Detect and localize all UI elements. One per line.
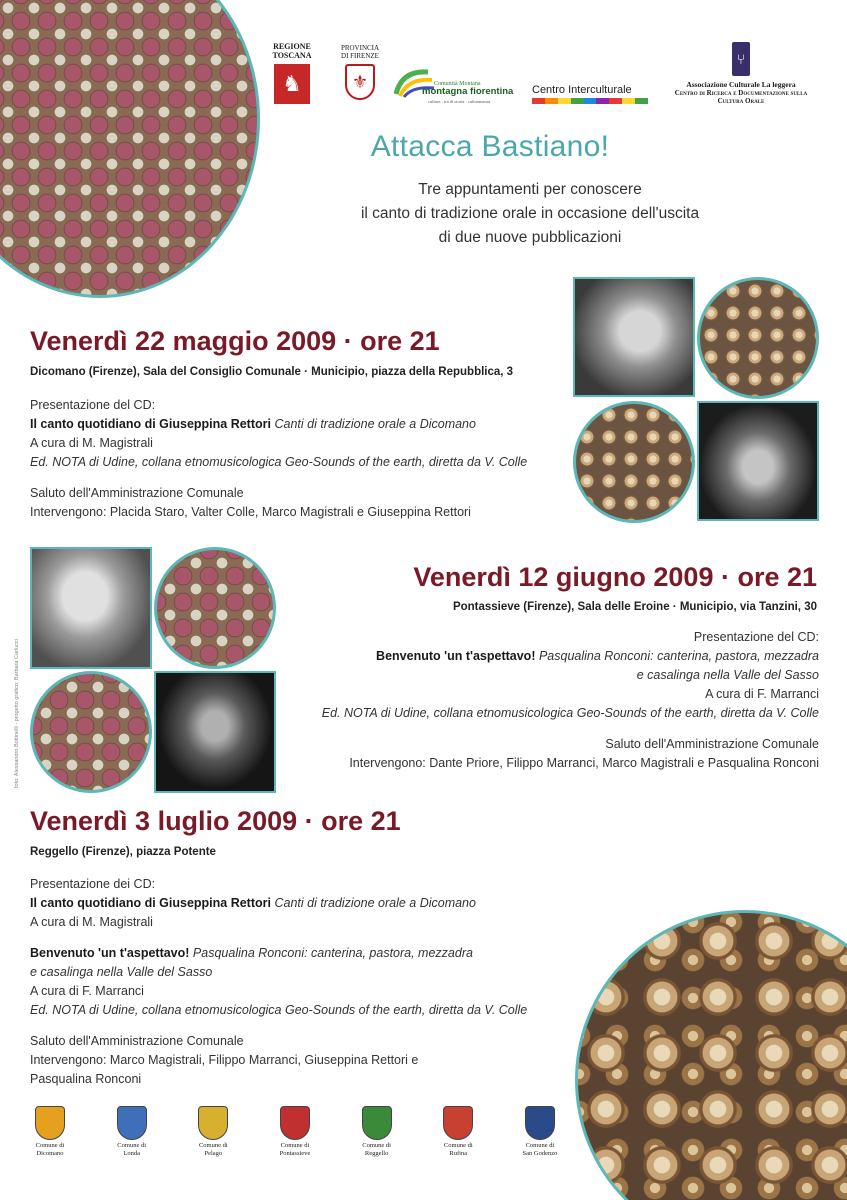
event2-heading: Venerdì 12 giugno 2009 · ore 21 <box>413 562 817 592</box>
cd2-title: Benvenuto 'un t'aspettavo! <box>30 946 190 960</box>
event2-details <box>322 628 819 773</box>
wood-photo-circle <box>573 401 695 523</box>
crest-icon <box>525 1106 555 1140</box>
cd2-subtitle-text: e casalinga nella Valle del Sasso <box>30 965 213 979</box>
comune-label: Comune di <box>198 1142 228 1149</box>
cd-line <box>30 415 527 434</box>
publisher <box>30 1001 527 1020</box>
event2-venue: Pontassieve (Firenze), Sala delle Eroine · Municipio, via Tanzini, 30 <box>452 601 817 613</box>
publisher-text: Ed. NOTA di Udine, collana etnomusicologica Geo-Sounds of the earth, diretta da V. Colle <box>30 1003 528 1017</box>
cd2-curator: A cura di F. Marranci <box>30 984 144 998</box>
comune-name: Reggello <box>364 1149 389 1157</box>
wood-photo-circle-large <box>575 910 847 1200</box>
hand-photo <box>697 401 819 521</box>
cd-subtitle: Pasqualina Ronconi: canterina, pastora, mezzadra <box>538 649 819 663</box>
comune-name: Rufina <box>449 1149 468 1157</box>
comune-label: Comune di <box>280 1142 310 1149</box>
cd1-title: Il canto quotidiano di Giuseppina Rettori <box>30 896 271 910</box>
subtitle-line: Tre appuntamenti per conoscere <box>418 181 642 198</box>
logo-text: Centro Interculturale <box>532 84 632 96</box>
giglio-shield-icon: ⚜ <box>345 64 375 100</box>
page-title: Attacca Bastiano! <box>370 130 610 163</box>
logo-text: montagna fiorentina <box>422 86 514 97</box>
photo-credit: foto: Alessandro Bottinelli - progetto grafico: Barbara Carlucci <box>14 639 20 788</box>
provincia-firenze-logo <box>334 44 386 100</box>
cd1-line <box>30 894 527 913</box>
smiling-woman-photo <box>30 547 152 669</box>
comunita-montana-logo <box>392 60 516 106</box>
event3-heading: Venerdì 3 luglio 2009 · ore 21 <box>30 806 401 836</box>
presentation-label: Presentazione dei CD: <box>30 877 156 891</box>
subtitle-line: il canto di tradizione orale in occasione dell'uscita <box>360 205 700 222</box>
publisher-text: Ed. NOTA di Udine, collana etnomusicologica Geo-Sounds of the earth, diretta da V. Colle <box>30 455 528 469</box>
comune-rufina <box>428 1106 488 1157</box>
figs-photo-circle <box>154 547 276 669</box>
publisher <box>30 453 527 472</box>
fork-knife-icon: ⑂ <box>732 42 750 76</box>
comune-name: San Godenzo <box>522 1149 558 1157</box>
speakers: Intervengono: Placida Staro, Valter Colle, Marco Magistrali e Giuseppina Rettori <box>30 505 471 519</box>
wood-photo-circle <box>697 277 819 399</box>
comune-name: Pelago <box>204 1149 223 1157</box>
event3-venue: Reggello (Firenze), piazza Potente <box>30 846 216 858</box>
curator: A cura di M. Magistrali <box>30 436 153 450</box>
associazione-leggera-logo <box>656 42 826 112</box>
logo-text: Comunità Montana <box>434 81 481 87</box>
subtitle-line: di due nuove pubblicazioni <box>438 229 622 246</box>
elderly-woman-photo <box>573 277 695 397</box>
comune-name: Londa <box>123 1149 140 1157</box>
crest-icon <box>198 1106 228 1140</box>
comune-label: Comune di <box>117 1142 147 1149</box>
greeting: Saluto dell'Amministrazione Comunale <box>605 737 819 751</box>
comune-pelago <box>183 1106 243 1157</box>
speakers-cont: Pasqualina Ronconi <box>30 1072 142 1086</box>
comune-label: Comune di <box>362 1142 391 1149</box>
event1-details <box>30 396 527 522</box>
cd1-curator: A cura di M. Magistrali <box>30 915 153 929</box>
cd-title: Il canto quotidiano di Giuseppina Rettori <box>30 417 271 431</box>
publisher-text: Ed. NOTA di Udine, collana etnomusicologica Geo-Sounds of the earth, diretta da V. Colle <box>321 706 819 720</box>
logo-text: PROVINCIA <box>340 44 380 52</box>
event1-heading: Venerdì 22 maggio 2009 · ore 21 <box>30 326 440 356</box>
cd-subtitle-2 <box>322 666 819 685</box>
comune-label: Comune di <box>443 1142 473 1149</box>
cd2-line <box>30 944 527 963</box>
crest-icon <box>362 1106 392 1140</box>
cd-subtitle: Canti di tradizione orale a Dicomano <box>274 417 476 431</box>
speakers: Intervengono: Marco Magistrali, Filippo Marranci, Giuseppina Rettori e <box>30 1053 419 1067</box>
crest-icon <box>117 1106 147 1140</box>
presentation-label: Presentazione del CD: <box>30 398 156 412</box>
crest-icon <box>443 1106 473 1140</box>
crest-icon <box>280 1106 310 1140</box>
subtitle <box>280 178 780 250</box>
cd2-subtitle: Pasqualina Ronconi: canterina, pastora, mezzadra <box>192 946 473 960</box>
fist-photo <box>154 671 276 793</box>
cd1-subtitle: Canti di tradizione orale a Dicomano <box>274 896 476 910</box>
comune-san-godenzo <box>510 1106 570 1157</box>
centro-interculturale-logo <box>532 84 648 108</box>
logo-text: cultura . tra di storia . culturanaura <box>428 99 491 104</box>
color-bar-icon <box>532 98 648 104</box>
figs-photo-circle <box>0 0 260 298</box>
comuni-row <box>20 1106 570 1157</box>
event3-details <box>30 875 527 1089</box>
presentation-label: Presentazione del CD: <box>693 630 819 644</box>
cd2-subtitle-2 <box>30 963 527 982</box>
publisher <box>322 704 819 723</box>
logo-text: REGIONE <box>273 42 311 51</box>
comune-reggello <box>347 1106 407 1157</box>
comune-name: Pontassieve <box>279 1149 311 1157</box>
logo-text: TOSCANA <box>272 51 312 60</box>
logo-text: DI FIRENZE <box>341 52 379 60</box>
comune-pontassieve <box>265 1106 325 1157</box>
regione-toscana-logo <box>270 42 314 104</box>
comune-label: Comune di <box>35 1142 65 1149</box>
greeting: Saluto dell'Amministrazione Comunale <box>30 486 244 500</box>
logo-text: Associazione Culturale La leggera <box>686 80 796 89</box>
cd-title: Benvenuto 'un t'aspettavo! <box>376 649 536 663</box>
curator: A cura di F. Marranci <box>705 687 819 701</box>
comune-name: Dicomano <box>36 1149 64 1157</box>
comune-londa <box>102 1106 162 1157</box>
logo-text: Centro di Ricerca e Documentazione sulla <box>674 89 808 97</box>
pegasus-icon: ♞ <box>274 64 310 104</box>
comune-dicomano <box>20 1106 80 1157</box>
crest-icon <box>35 1106 65 1140</box>
speakers: Intervengono: Dante Priore, Filippo Marranci, Marco Magistrali e Pasqualina Ronconi <box>349 756 819 770</box>
comune-label: Comune di <box>525 1142 555 1149</box>
greeting: Saluto dell'Amministrazione Comunale <box>30 1034 244 1048</box>
event1-venue: Dicomano (Firenze), Sala del Consiglio Comunale · Municipio, piazza della Repubblica, 3 <box>30 366 514 378</box>
figs-photo-circle <box>30 671 152 793</box>
logo-text: Cultura Orale <box>717 97 765 105</box>
cd-subtitle-text: e casalinga nella Valle del Sasso <box>636 668 819 682</box>
cd-line <box>322 647 819 666</box>
